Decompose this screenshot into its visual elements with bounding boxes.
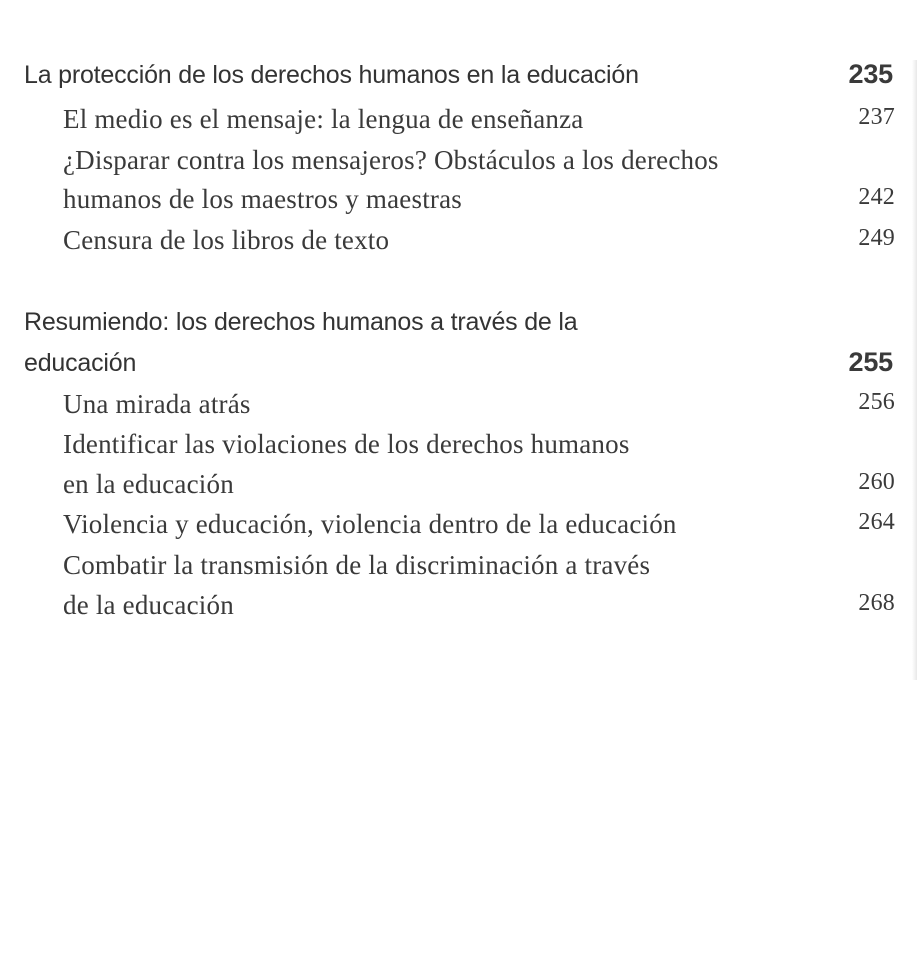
scan-edge-shadow <box>912 60 917 680</box>
entry-title-continued: en la educación <box>63 469 234 499</box>
entry-title-continued: de la educación <box>63 590 234 620</box>
entry-page-number: 242 <box>858 184 895 210</box>
chapter-page-number: 235 <box>848 59 893 89</box>
entry-title-continued: humanos de los maestros y maestras <box>63 184 462 214</box>
entry-title: ¿Disparar contra los mensajeros? Obstáculos a los derechos <box>63 145 719 175</box>
chapter-title: Resumiendo: los derechos humanos a través de la <box>24 308 578 336</box>
entry-page-number: 264 <box>858 509 895 535</box>
entry-page-number: 237 <box>858 104 895 130</box>
entry-title: Una mirada atrás <box>63 389 251 419</box>
entry-page-number: 268 <box>858 590 895 616</box>
entry-title: Combatir la transmisión de la discriminación a través <box>63 550 651 580</box>
chapter-page-number: 255 <box>848 347 893 377</box>
entry-title: Violencia y educación, violencia dentro de la educación <box>63 509 677 539</box>
entry-title: El medio es el mensaje: la lengua de enseñanza <box>63 104 584 134</box>
entry-page-number: 260 <box>858 469 895 495</box>
chapter-title-continued: educación <box>24 349 137 377</box>
chapter-title: La protección de los derechos humanos en la educación <box>24 61 639 89</box>
entry-page-number: 249 <box>858 225 895 251</box>
entry-page-number: 256 <box>858 389 895 415</box>
entry-title: Identificar las violaciones de los derechos humanos <box>63 429 630 459</box>
entry-title: Censura de los libros de texto <box>63 225 390 255</box>
